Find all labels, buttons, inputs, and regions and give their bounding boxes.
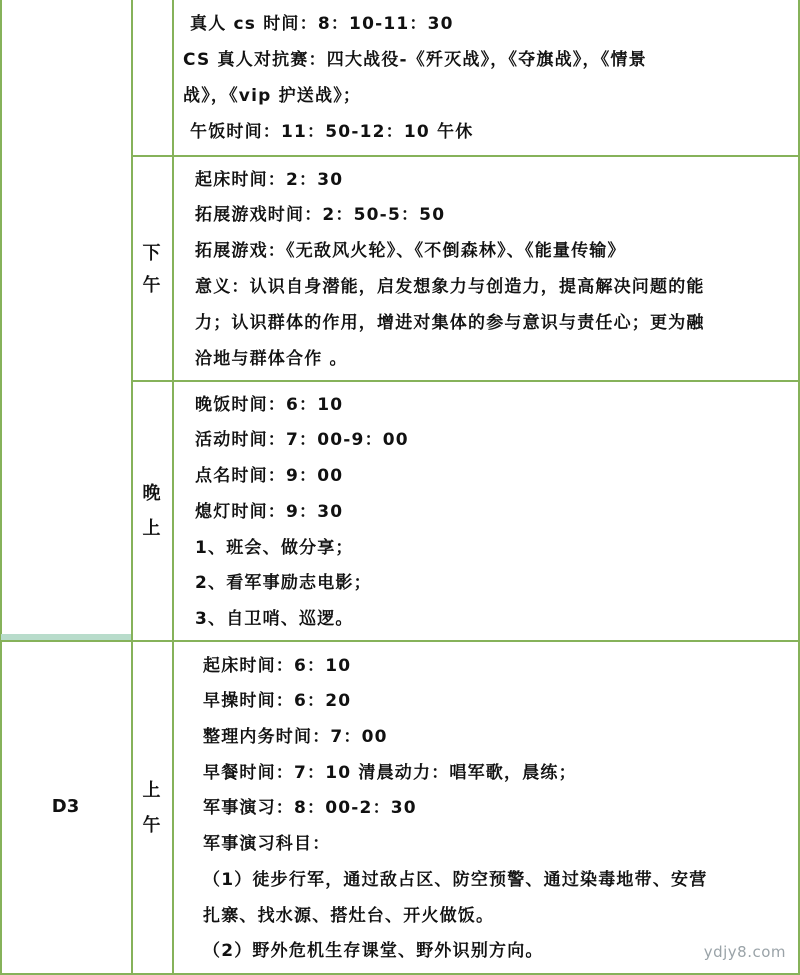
schedule-line: 活动时间：7：00-9：00 bbox=[195, 430, 409, 450]
day-label-d3: D3 bbox=[51, 796, 80, 817]
schedule-line: 早餐时间：7：10 清晨动力：唱军歌，晨练； bbox=[203, 763, 577, 783]
schedule-line: （1）徒步行军，通过敌占区、防空预警、通过染毒地带、安营 bbox=[203, 870, 708, 890]
row-divider-3 bbox=[0, 640, 799, 642]
table-border-bottom bbox=[0, 973, 799, 975]
row-divider-1 bbox=[131, 155, 799, 157]
period-label-d3-morning-1: 上 bbox=[142, 780, 161, 801]
period-label-evening-1: 晚 bbox=[142, 483, 161, 504]
schedule-line: 拓展游戏：《无敌风火轮》、《不倒森林》、《能量传输》 bbox=[195, 241, 626, 261]
schedule-line: 军事演习科目： bbox=[203, 834, 331, 854]
period-label-afternoon-1: 下 bbox=[142, 243, 161, 264]
schedule-line: 1、班会、做分享； bbox=[195, 538, 354, 558]
table-border-left bbox=[0, 0, 2, 975]
schedule-line: 意义：认识自身潜能，启发想象力与创造力，提高解决问题的能 bbox=[195, 277, 705, 297]
schedule-line: 扎寨、找水源、搭灶台、开火做饭。 bbox=[203, 906, 495, 926]
watermark: ydjy8.com bbox=[703, 943, 786, 961]
schedule-line: 早操时间：6：20 bbox=[203, 691, 352, 711]
schedule-line: 真人 cs 时间：8：10-11：30 bbox=[190, 14, 454, 34]
period-label-evening-2: 上 bbox=[142, 518, 161, 539]
schedule-line: 熄灯时间：9：30 bbox=[195, 502, 344, 522]
schedule-line: 晚饭时间：6：10 bbox=[195, 395, 344, 415]
schedule-line: 起床时间：6：10 bbox=[203, 656, 352, 676]
schedule-line: CS 真人对抗赛：四大战役-《歼灭战》，《夺旗战》，《情景 bbox=[183, 50, 647, 70]
schedule-line: 起床时间：2：30 bbox=[195, 170, 344, 190]
table-border-period-col bbox=[172, 0, 174, 975]
schedule-line: 午饭时间：11：50-12：10 午休 bbox=[190, 122, 474, 142]
schedule-line: 战》，《vip 护送战》； bbox=[183, 86, 362, 106]
schedule-line: （2）野外危机生存课堂、野外识别方向。 bbox=[203, 941, 544, 961]
period-label-d3-morning-2: 午 bbox=[142, 815, 161, 836]
schedule-line: 力；认识群体的作用，增进对集体的参与意识与责任心；更为融 bbox=[195, 313, 705, 333]
schedule-line: 拓展游戏时间：2：50-5：50 bbox=[195, 205, 446, 225]
row-divider-2 bbox=[131, 380, 799, 382]
schedule-line: 3、自卫哨、巡逻。 bbox=[195, 609, 354, 629]
schedule-line: 军事演习：8：00-2：30 bbox=[203, 798, 417, 818]
schedule-line: 2、看军事励志电影； bbox=[195, 573, 372, 593]
period-label-afternoon-2: 午 bbox=[142, 275, 161, 296]
schedule-line: 洽地与群体合作 。 bbox=[195, 349, 348, 369]
schedule-line: 整理内务时间：7：00 bbox=[203, 727, 388, 747]
schedule-line: 点名时间：9：00 bbox=[195, 466, 344, 486]
table-border-right bbox=[798, 0, 800, 975]
